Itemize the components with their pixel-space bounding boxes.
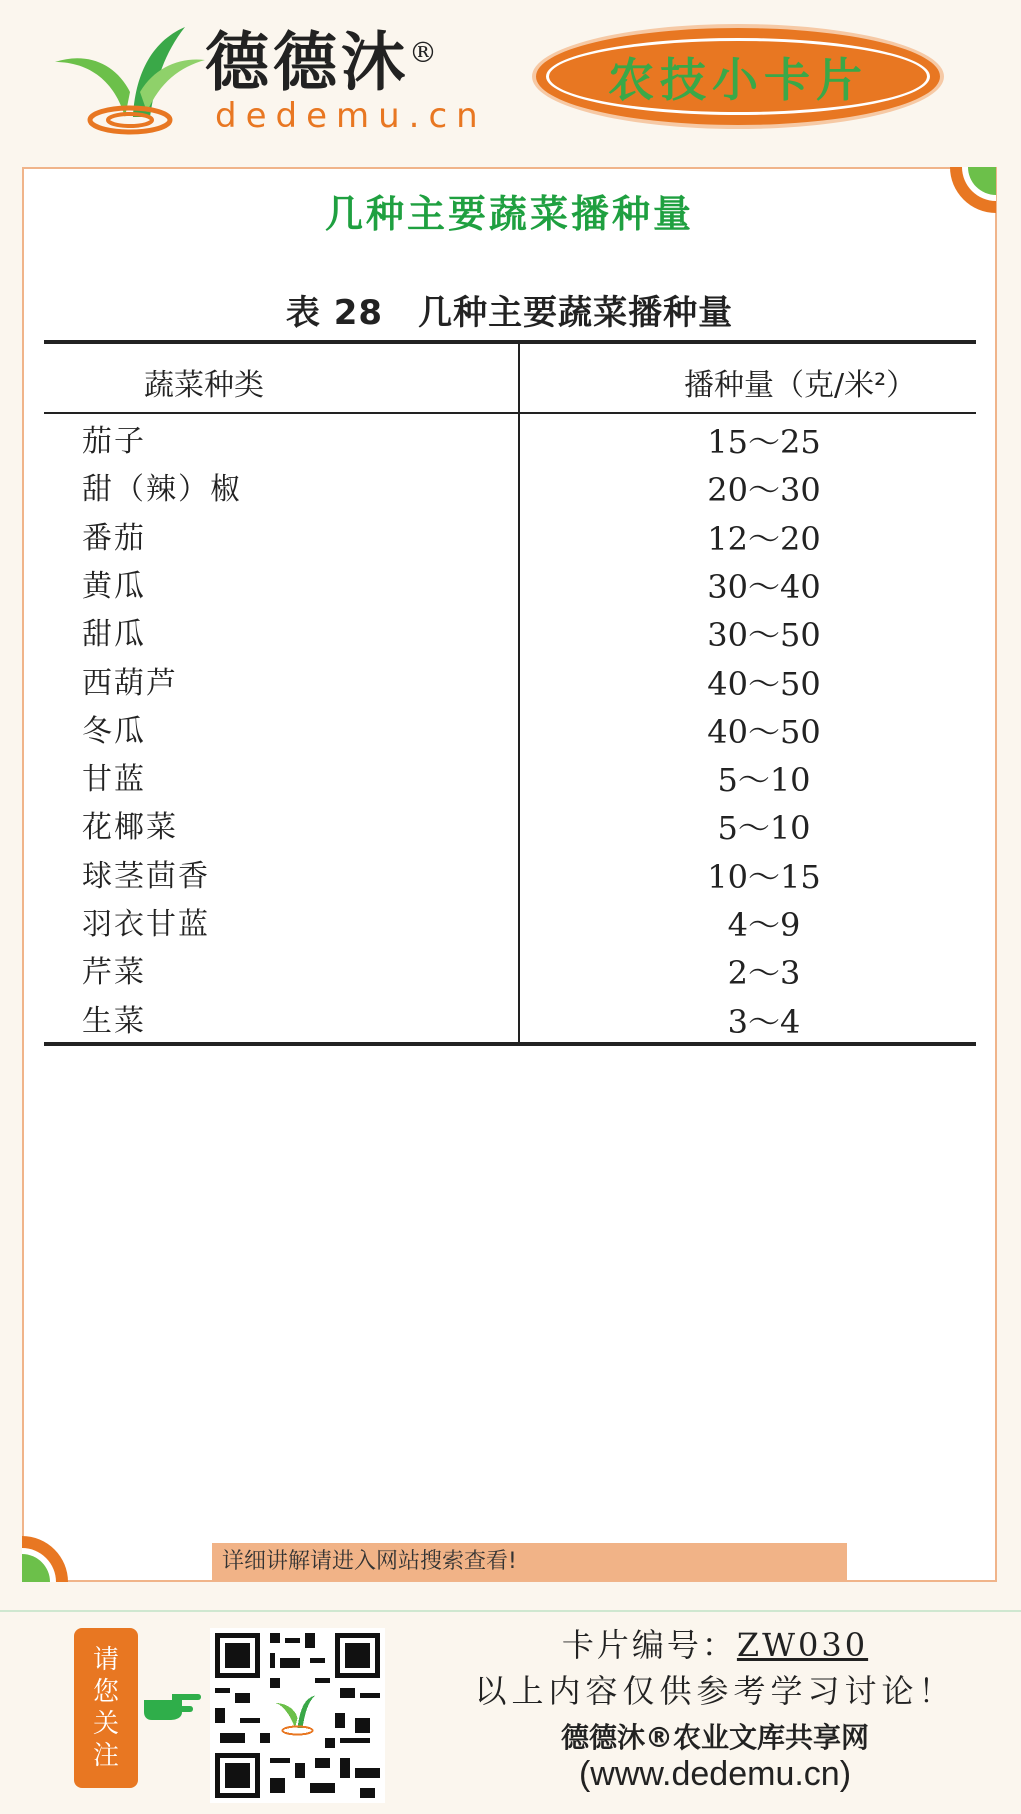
sowing-rate: 30～40 bbox=[707, 567, 821, 606]
sowing-rate: 10～15 bbox=[707, 857, 821, 896]
vegetable-name: 番茄 bbox=[82, 520, 146, 556]
table-row bbox=[44, 998, 976, 1046]
table-row bbox=[44, 949, 976, 997]
category-badge: 农技小卡片 bbox=[532, 24, 944, 129]
qr-code-icon[interactable] bbox=[210, 1628, 385, 1803]
table-row bbox=[44, 853, 976, 901]
corner-decoration-icon bbox=[22, 1536, 68, 1582]
column-header-vegetable: 蔬菜种类 bbox=[144, 368, 264, 403]
sowing-rate: 5～10 bbox=[717, 809, 811, 848]
table-row bbox=[44, 563, 976, 611]
sowing-rate: 30～50 bbox=[707, 616, 821, 655]
brand-url: dedemu.cn bbox=[215, 96, 487, 136]
vegetable-name: 羽衣甘蓝 bbox=[82, 907, 210, 942]
sowing-rate: 12～20 bbox=[707, 519, 821, 558]
sowing-rate: 20～30 bbox=[707, 471, 821, 510]
table-caption: 表 28 几种主要蔬菜播种量 bbox=[285, 293, 734, 333]
table-row bbox=[44, 418, 976, 466]
vegetable-name: 西葫芦 bbox=[82, 665, 178, 701]
vegetable-name: 甘蓝 bbox=[82, 762, 146, 798]
sowing-rate: 5～10 bbox=[717, 761, 811, 800]
vegetable-name: 生菜 bbox=[82, 1003, 146, 1039]
card-number: 卡片编号：ZW030 bbox=[561, 1626, 869, 1664]
table-row bbox=[44, 804, 976, 852]
follow-us-badge[interactable]: 请 您 关 注 bbox=[74, 1628, 138, 1788]
vegetable-name: 花椰菜 bbox=[82, 810, 178, 846]
vegetable-name: 甜瓜 bbox=[82, 617, 146, 653]
sowing-rate: 2～3 bbox=[727, 954, 801, 993]
footer-divider bbox=[0, 1610, 1021, 1612]
sowing-rate: 3～4 bbox=[727, 1002, 801, 1041]
table-row bbox=[44, 708, 976, 756]
vegetable-name: 芹菜 bbox=[82, 955, 146, 991]
table-row bbox=[44, 660, 976, 708]
notice-bar: 详细讲解请进入网站搜索查看! bbox=[212, 1543, 847, 1581]
table-row bbox=[44, 756, 976, 804]
sowing-rate: 40～50 bbox=[707, 664, 821, 703]
site-name: 德德沐®农业文库共享网 bbox=[560, 1721, 869, 1754]
table-row bbox=[44, 515, 976, 563]
vegetable-name: 黄瓜 bbox=[82, 568, 146, 604]
sprout-logo-icon bbox=[55, 22, 205, 137]
vegetable-name: 甜（辣）椒 bbox=[82, 472, 242, 508]
table-row bbox=[44, 901, 976, 949]
vegetable-name: 冬瓜 bbox=[82, 713, 146, 749]
column-header-rate: 播种量（克/米²） bbox=[684, 368, 917, 403]
sowing-rate: 4～9 bbox=[727, 906, 801, 944]
card-title: 几种主要蔬菜播种量 bbox=[324, 192, 694, 236]
brand-name: 德德沐® bbox=[205, 25, 441, 101]
sowing-rate: 40～50 bbox=[707, 712, 821, 751]
disclaimer-text: 以上内容仅供参考学习讨论！ bbox=[474, 1672, 956, 1710]
vegetable-name: 球茎茴香 bbox=[82, 858, 210, 894]
pointing-hand-icon bbox=[142, 1688, 202, 1722]
vegetable-name: 茄子 bbox=[82, 424, 146, 459]
table-row bbox=[44, 611, 976, 659]
sowing-rate: 15～25 bbox=[707, 423, 821, 461]
site-url-link[interactable]: (www.dedemu.cn) bbox=[578, 1755, 852, 1793]
table-row bbox=[44, 466, 976, 514]
